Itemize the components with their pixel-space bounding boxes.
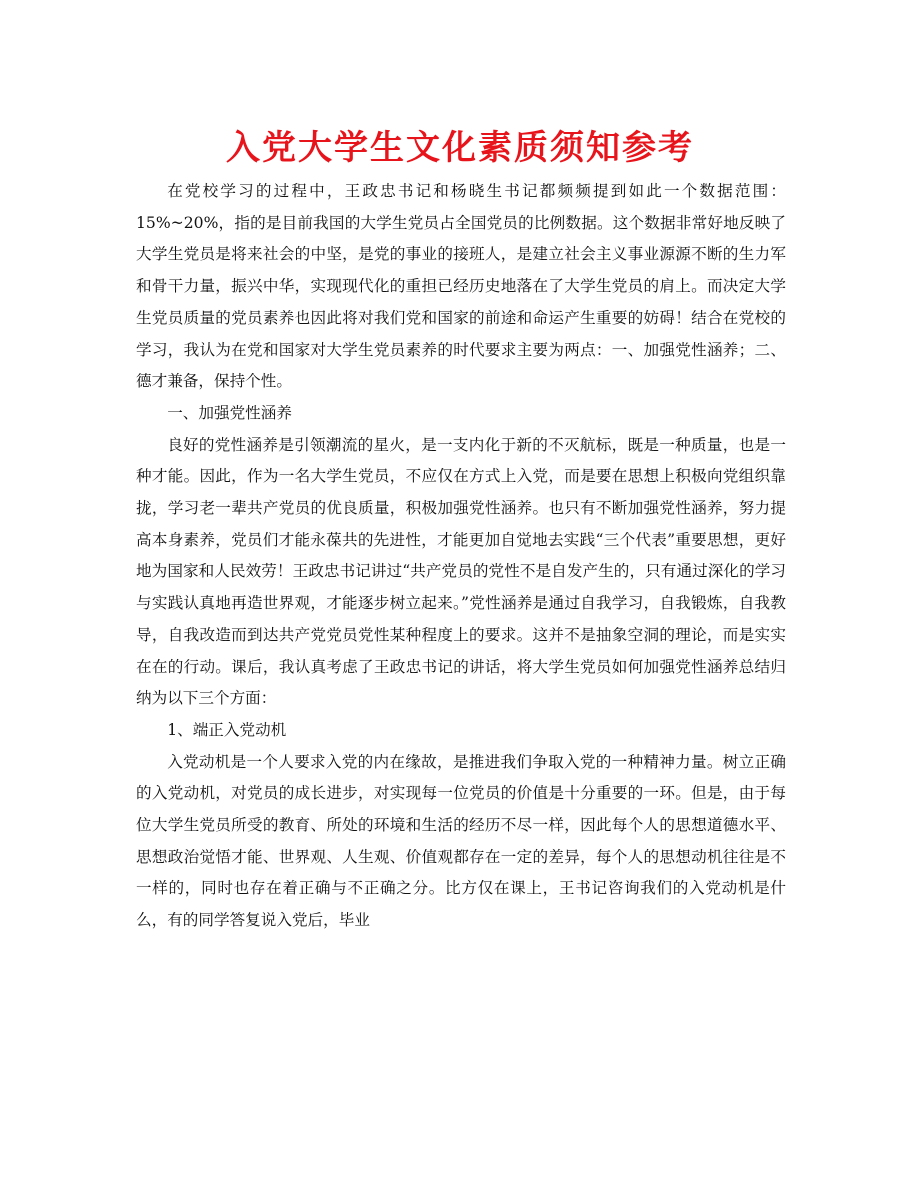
section-1-paragraph: 良好的党性涵养是引领潮流的星火，是一支内化于新的不灭航标，既是一种质量，也是一种才能。因此，作为一名大学生党员，不应仅在方式上入党，而是要在思想上积极向党组织靠拢，学习老一辈共产党员的优良质量，积极加强党性涵养。也只有不断加强党性涵养，努力提高本身素养，党员们才能永葆共的先进性，才能更加自觉地去实践“三个代表”重要思想，更好地为国家和人民效劳！王政忠书记讲过“共产党员的党性不是自发产生的，只有通过深化的学习与实践认真地再造世界观，才能逐步树立起来。”党性涵养是通过自我学习，自我锻炼，自我教导，自我改造而到达共产党党员党性某种程度上的要求。这并不是抽象空洞的理论，而是实实在在的行动。课后，我认真考虑了王政忠书记的讲话，将大学生党员如何加强党性涵养总结归纳为以下三个方面： [136,435,786,708]
document-body [136,176,786,937]
subsection-heading-1: 1、端正入党动机 [167,720,287,739]
section-heading-1: 一、加强党性涵养 [167,403,292,422]
document-title: 入党大学生文化素质须知参考 [226,128,694,168]
subsection-1-paragraph: 入党动机是一个人要求入党的内在缘故，是推进我们争取入党的一种精神力量。树立正确的入党动机，对党员的成长进步，对实现每一位党员的价值是十分重要的一环。但是，由于每位大学生党员所受的教育、所处的环境和生活的经历不尽一样，因此每个人的思想道德水平、思想政治觉悟才能、世界观、人生观、价值观都存在一定的差异，每个人的思想动机往往是不一样的，同时也存在着正确与不正确之分。比方仅在课上，王书记咨询我们的入党动机是什么，有的同学答复说入党后，毕业 [136,752,786,930]
intro-paragraph: 在党校学习的过程中，王政忠书记和杨晓生书记都频频提到如此一个数据范围：15%~20%，指的是目前我国的大学生党员占全国党员的比例数据。这个数据非常好地反映了大学生党员是将来社会的中坚，是党的事业的接班人，是建立社会主义事业源源不断的生力军和骨干力量，振兴中华，实现现代化的重担已经历史地落在了大学生党员的肩上。而决定大学生党员质量的党员素养也因此将对我们党和国家的前途和命运产生重要的妨碍！结合在党校的学习，我认为在党和国家对大学生党员素养的时代要求主要为两点：一、加强党性涵养；二、德才兼备，保持个性。 [136,182,786,391]
